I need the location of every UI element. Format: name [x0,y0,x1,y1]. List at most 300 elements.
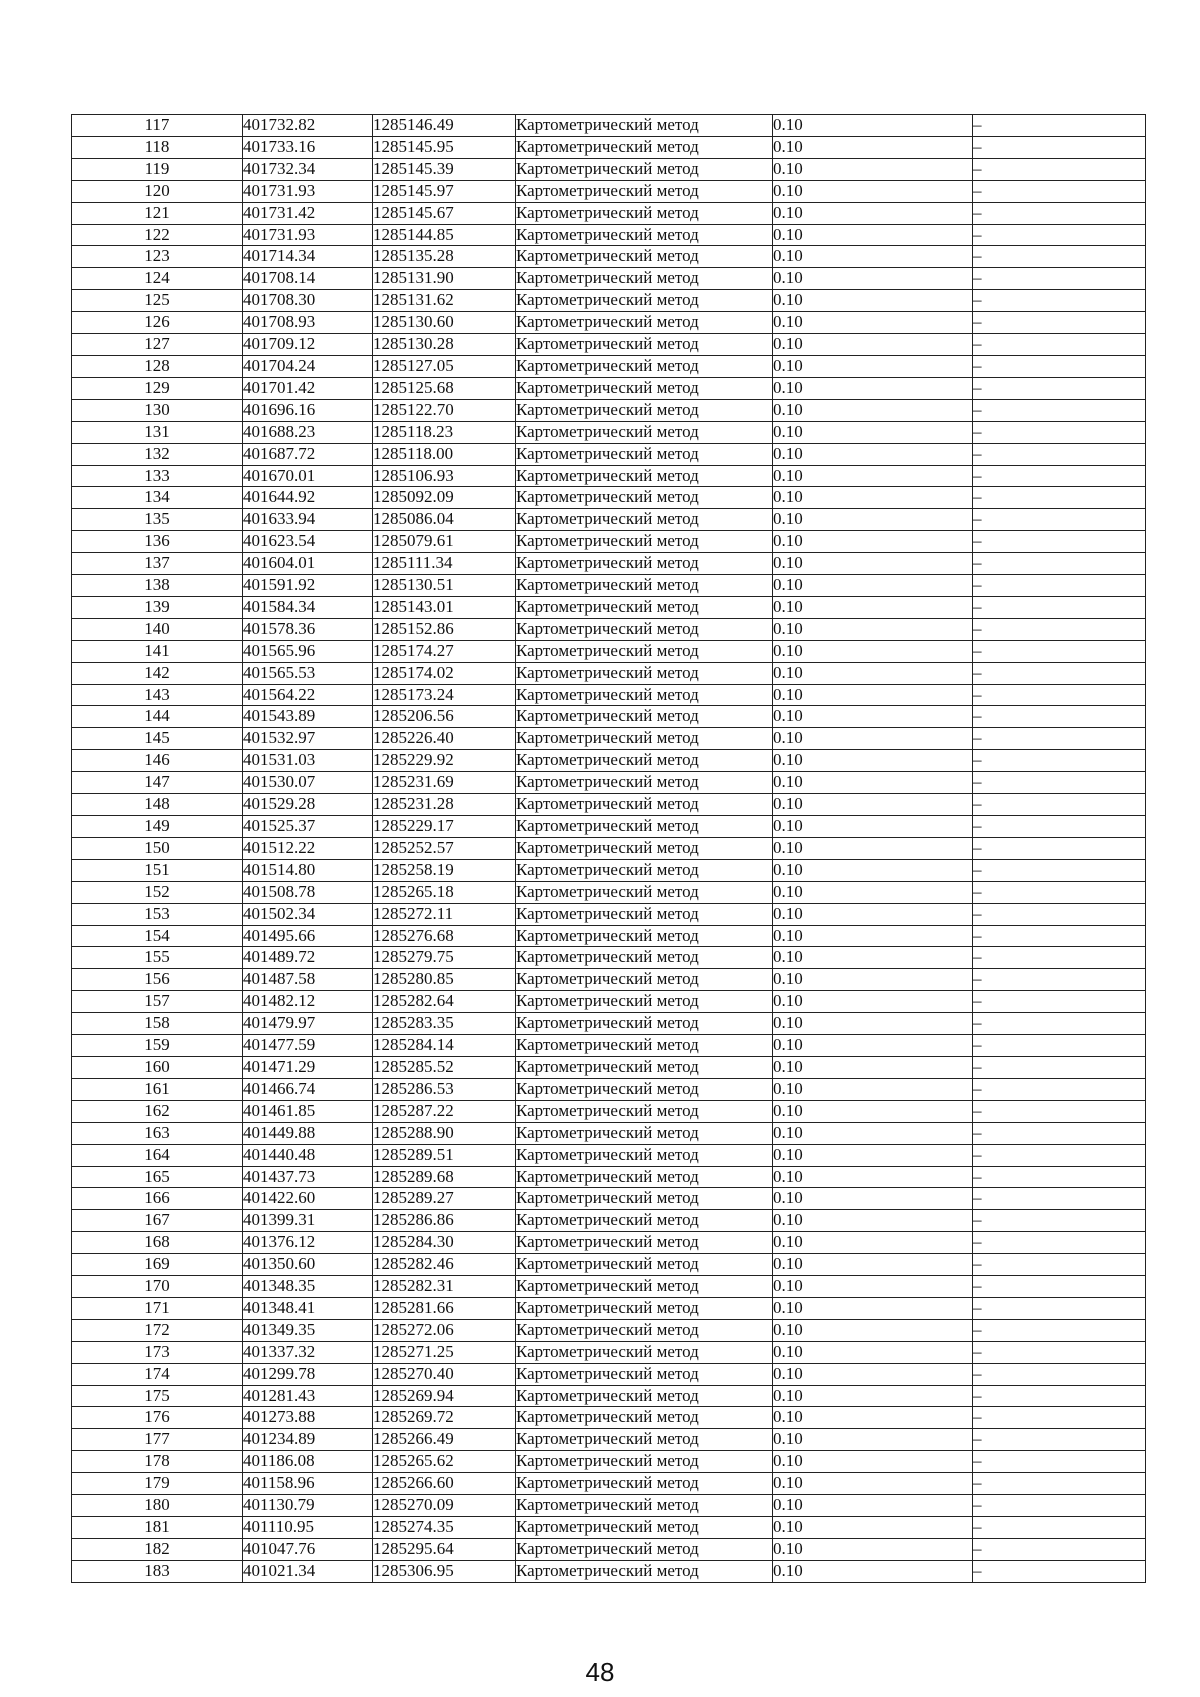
point-number-cell: 152 [72,881,243,903]
table-row [72,640,1146,662]
y-coordinate-cell: 1285118.00 [373,443,516,465]
y-coordinate-cell: 1285152.86 [373,618,516,640]
point-number-cell: 141 [72,640,243,662]
table-row [72,991,1146,1013]
y-coordinate-cell: 1285143.01 [373,596,516,618]
method-cell: Картометрический метод [516,618,773,640]
point-number-cell: 128 [72,355,243,377]
method-cell: Картометрический метод [516,1035,773,1057]
note-cell: – [973,1166,1146,1188]
table-row [72,399,1146,421]
x-coordinate-cell: 401350.60 [243,1254,373,1276]
accuracy-cell: 0.10 [773,816,973,838]
table-row [72,750,1146,772]
method-cell: Картометрический метод [516,246,773,268]
table-row [72,246,1146,268]
x-coordinate-cell: 401512.22 [243,837,373,859]
accuracy-cell: 0.10 [773,925,973,947]
note-cell: – [973,312,1146,334]
y-coordinate-cell: 1285146.49 [373,115,516,137]
note-cell: – [973,465,1146,487]
y-coordinate-cell: 1285122.70 [373,399,516,421]
point-number-cell: 124 [72,268,243,290]
table-row [72,618,1146,640]
accuracy-cell: 0.10 [773,1385,973,1407]
point-number-cell: 129 [72,377,243,399]
table-row [72,1341,1146,1363]
point-number-cell: 131 [72,421,243,443]
method-cell: Картометрический метод [516,1385,773,1407]
y-coordinate-cell: 1285279.75 [373,947,516,969]
method-cell: Картометрический метод [516,1429,773,1451]
point-number-cell: 172 [72,1319,243,1341]
y-coordinate-cell: 1285286.53 [373,1078,516,1100]
note-cell: – [973,1451,1146,1473]
note-cell: – [973,947,1146,969]
note-cell: – [973,859,1146,881]
method-cell: Картометрический метод [516,421,773,443]
y-coordinate-cell: 1285131.90 [373,268,516,290]
note-cell: – [973,1517,1146,1539]
x-coordinate-cell: 401186.08 [243,1451,373,1473]
y-coordinate-cell: 1285252.57 [373,837,516,859]
x-coordinate-cell: 401502.34 [243,903,373,925]
method-cell: Картометрический метод [516,925,773,947]
point-number-cell: 144 [72,706,243,728]
note-cell: – [973,596,1146,618]
accuracy-cell: 0.10 [773,1538,973,1560]
x-coordinate-cell: 401532.97 [243,728,373,750]
note-cell: – [973,662,1146,684]
y-coordinate-cell: 1285092.09 [373,487,516,509]
method-cell: Картометрический метод [516,1100,773,1122]
table-row [72,947,1146,969]
method-cell: Картометрический метод [516,1319,773,1341]
table-row [72,136,1146,158]
table-row [72,1035,1146,1057]
y-coordinate-cell: 1285079.61 [373,531,516,553]
point-number-cell: 169 [72,1254,243,1276]
note-cell: – [973,1341,1146,1363]
y-coordinate-cell: 1285306.95 [373,1560,516,1582]
accuracy-cell: 0.10 [773,531,973,553]
x-coordinate-cell: 401733.16 [243,136,373,158]
table-row [72,596,1146,618]
point-number-cell: 132 [72,443,243,465]
point-number-cell: 149 [72,816,243,838]
note-cell: – [973,837,1146,859]
point-number-cell: 127 [72,334,243,356]
coordinates-table-body [72,115,1146,1583]
table-row [72,1013,1146,1035]
point-number-cell: 168 [72,1232,243,1254]
method-cell: Картометрический метод [516,399,773,421]
method-cell: Картометрический метод [516,202,773,224]
accuracy-cell: 0.10 [773,421,973,443]
method-cell: Картометрический метод [516,355,773,377]
x-coordinate-cell: 401709.12 [243,334,373,356]
table-row [72,355,1146,377]
table-row [72,1495,1146,1517]
x-coordinate-cell: 401299.78 [243,1363,373,1385]
accuracy-cell: 0.10 [773,1297,973,1319]
accuracy-cell: 0.10 [773,553,973,575]
y-coordinate-cell: 1285111.34 [373,553,516,575]
table-row [72,1297,1146,1319]
table-row [72,312,1146,334]
method-cell: Картометрический метод [516,465,773,487]
x-coordinate-cell: 401477.59 [243,1035,373,1057]
accuracy-cell: 0.10 [773,794,973,816]
accuracy-cell: 0.10 [773,772,973,794]
note-cell: – [973,136,1146,158]
table-row [72,158,1146,180]
point-number-cell: 167 [72,1210,243,1232]
point-number-cell: 135 [72,509,243,531]
table-row [72,969,1146,991]
point-number-cell: 163 [72,1122,243,1144]
method-cell: Картометрический метод [516,575,773,597]
note-cell: – [973,421,1146,443]
y-coordinate-cell: 1285226.40 [373,728,516,750]
y-coordinate-cell: 1285276.68 [373,925,516,947]
x-coordinate-cell: 401688.23 [243,421,373,443]
x-coordinate-cell: 401732.82 [243,115,373,137]
x-coordinate-cell: 401471.29 [243,1056,373,1078]
note-cell: – [973,684,1146,706]
point-number-cell: 120 [72,180,243,202]
accuracy-cell: 0.10 [773,684,973,706]
table-row [72,881,1146,903]
accuracy-cell: 0.10 [773,1254,973,1276]
x-coordinate-cell: 401644.92 [243,487,373,509]
x-coordinate-cell: 401130.79 [243,1495,373,1517]
method-cell: Картометрический метод [516,312,773,334]
point-number-cell: 166 [72,1188,243,1210]
note-cell: – [973,816,1146,838]
method-cell: Картометрический метод [516,224,773,246]
note-cell: – [973,334,1146,356]
x-coordinate-cell: 401273.88 [243,1407,373,1429]
accuracy-cell: 0.10 [773,728,973,750]
accuracy-cell: 0.10 [773,1078,973,1100]
method-cell: Картометрический метод [516,1254,773,1276]
point-number-cell: 143 [72,684,243,706]
x-coordinate-cell: 401623.54 [243,531,373,553]
y-coordinate-cell: 1285174.27 [373,640,516,662]
note-cell: – [973,991,1146,1013]
point-number-cell: 179 [72,1473,243,1495]
x-coordinate-cell: 401234.89 [243,1429,373,1451]
point-number-cell: 165 [72,1166,243,1188]
y-coordinate-cell: 1285289.51 [373,1144,516,1166]
x-coordinate-cell: 401337.32 [243,1341,373,1363]
y-coordinate-cell: 1285287.22 [373,1100,516,1122]
method-cell: Картометрический метод [516,1078,773,1100]
table-row [72,1100,1146,1122]
method-cell: Картометрический метод [516,903,773,925]
x-coordinate-cell: 401508.78 [243,881,373,903]
point-number-cell: 122 [72,224,243,246]
method-cell: Картометрический метод [516,1166,773,1188]
accuracy-cell: 0.10 [773,115,973,137]
note-cell: – [973,246,1146,268]
note-cell: – [973,202,1146,224]
accuracy-cell: 0.10 [773,991,973,1013]
table-row [72,1144,1146,1166]
table-row [72,421,1146,443]
x-coordinate-cell: 401696.16 [243,399,373,421]
note-cell: – [973,1429,1146,1451]
table-row [72,1254,1146,1276]
x-coordinate-cell: 401440.48 [243,1144,373,1166]
table-row [72,859,1146,881]
accuracy-cell: 0.10 [773,750,973,772]
method-cell: Картометрический метод [516,596,773,618]
accuracy-cell: 0.10 [773,312,973,334]
method-cell: Картометрический метод [516,1144,773,1166]
note-cell: – [973,772,1146,794]
note-cell: – [973,618,1146,640]
note-cell: – [973,158,1146,180]
note-cell: – [973,115,1146,137]
accuracy-cell: 0.10 [773,465,973,487]
x-coordinate-cell: 401670.01 [243,465,373,487]
method-cell: Картометрический метод [516,859,773,881]
method-cell: Картометрический метод [516,443,773,465]
accuracy-cell: 0.10 [773,1363,973,1385]
y-coordinate-cell: 1285266.60 [373,1473,516,1495]
table-row [72,1407,1146,1429]
method-cell: Картометрический метод [516,1341,773,1363]
note-cell: – [973,1013,1146,1035]
method-cell: Картометрический метод [516,1297,773,1319]
note-cell: – [973,377,1146,399]
x-coordinate-cell: 401565.96 [243,640,373,662]
point-number-cell: 154 [72,925,243,947]
accuracy-cell: 0.10 [773,1276,973,1298]
point-number-cell: 156 [72,969,243,991]
x-coordinate-cell: 401348.35 [243,1276,373,1298]
method-cell: Картометрический метод [516,136,773,158]
y-coordinate-cell: 1285130.28 [373,334,516,356]
note-cell: – [973,1144,1146,1166]
x-coordinate-cell: 401437.73 [243,1166,373,1188]
x-coordinate-cell: 401348.41 [243,1297,373,1319]
table-row [72,575,1146,597]
method-cell: Картометрический метод [516,772,773,794]
note-cell: – [973,1538,1146,1560]
method-cell: Картометрический метод [516,1538,773,1560]
table-row [72,903,1146,925]
point-number-cell: 125 [72,290,243,312]
method-cell: Картометрический метод [516,837,773,859]
table-row [72,202,1146,224]
method-cell: Картометрический метод [516,728,773,750]
table-row [72,794,1146,816]
y-coordinate-cell: 1285145.97 [373,180,516,202]
table-row [72,1538,1146,1560]
method-cell: Картометрический метод [516,794,773,816]
accuracy-cell: 0.10 [773,202,973,224]
x-coordinate-cell: 401466.74 [243,1078,373,1100]
y-coordinate-cell: 1285229.92 [373,750,516,772]
y-coordinate-cell: 1285272.11 [373,903,516,925]
y-coordinate-cell: 1285130.60 [373,312,516,334]
accuracy-cell: 0.10 [773,575,973,597]
x-coordinate-cell: 401489.72 [243,947,373,969]
table-row [72,1232,1146,1254]
accuracy-cell: 0.10 [773,399,973,421]
y-coordinate-cell: 1285282.64 [373,991,516,1013]
table-row [72,224,1146,246]
method-cell: Картометрический метод [516,947,773,969]
x-coordinate-cell: 401633.94 [243,509,373,531]
method-cell: Картометрический метод [516,991,773,1013]
accuracy-cell: 0.10 [773,1341,973,1363]
point-number-cell: 148 [72,794,243,816]
table-row [72,1078,1146,1100]
table-row [72,1517,1146,1539]
x-coordinate-cell: 401591.92 [243,575,373,597]
note-cell: – [973,1407,1146,1429]
method-cell: Картометрический метод [516,180,773,202]
y-coordinate-cell: 1285131.62 [373,290,516,312]
x-coordinate-cell: 401514.80 [243,859,373,881]
x-coordinate-cell: 401495.66 [243,925,373,947]
note-cell: – [973,1363,1146,1385]
y-coordinate-cell: 1285118.23 [373,421,516,443]
accuracy-cell: 0.10 [773,1166,973,1188]
point-number-cell: 142 [72,662,243,684]
method-cell: Картометрический метод [516,816,773,838]
table-row [72,1385,1146,1407]
note-cell: – [973,399,1146,421]
point-number-cell: 171 [72,1297,243,1319]
x-coordinate-cell: 401731.93 [243,180,373,202]
point-number-cell: 162 [72,1100,243,1122]
y-coordinate-cell: 1285229.17 [373,816,516,838]
accuracy-cell: 0.10 [773,290,973,312]
table-row [72,1451,1146,1473]
method-cell: Картометрический метод [516,640,773,662]
accuracy-cell: 0.10 [773,1232,973,1254]
y-coordinate-cell: 1285271.25 [373,1341,516,1363]
table-row [72,1210,1146,1232]
table-row [72,1319,1146,1341]
accuracy-cell: 0.10 [773,1188,973,1210]
table-row [72,925,1146,947]
method-cell: Картометрический метод [516,1122,773,1144]
x-coordinate-cell: 401708.93 [243,312,373,334]
method-cell: Картометрический метод [516,1407,773,1429]
x-coordinate-cell: 401461.85 [243,1100,373,1122]
point-number-cell: 180 [72,1495,243,1517]
accuracy-cell: 0.10 [773,640,973,662]
y-coordinate-cell: 1285145.67 [373,202,516,224]
point-number-cell: 157 [72,991,243,1013]
note-cell: – [973,925,1146,947]
point-number-cell: 136 [72,531,243,553]
point-number-cell: 158 [72,1013,243,1035]
y-coordinate-cell: 1285206.56 [373,706,516,728]
method-cell: Картометрический метод [516,706,773,728]
table-row [72,1166,1146,1188]
x-coordinate-cell: 401731.93 [243,224,373,246]
note-cell: – [973,1560,1146,1582]
accuracy-cell: 0.10 [773,224,973,246]
note-cell: – [973,1385,1146,1407]
point-number-cell: 161 [72,1078,243,1100]
point-number-cell: 182 [72,1538,243,1560]
accuracy-cell: 0.10 [773,1495,973,1517]
y-coordinate-cell: 1285289.27 [373,1188,516,1210]
y-coordinate-cell: 1285282.31 [373,1276,516,1298]
accuracy-cell: 0.10 [773,1473,973,1495]
table-row [72,816,1146,838]
x-coordinate-cell: 401578.36 [243,618,373,640]
point-number-cell: 160 [72,1056,243,1078]
note-cell: – [973,575,1146,597]
x-coordinate-cell: 401110.95 [243,1517,373,1539]
x-coordinate-cell: 401687.72 [243,443,373,465]
x-coordinate-cell: 401529.28 [243,794,373,816]
x-coordinate-cell: 401422.60 [243,1188,373,1210]
table-row [72,1473,1146,1495]
table-row [72,1276,1146,1298]
accuracy-cell: 0.10 [773,1100,973,1122]
note-cell: – [973,180,1146,202]
y-coordinate-cell: 1285284.14 [373,1035,516,1057]
point-number-cell: 138 [72,575,243,597]
x-coordinate-cell: 401701.42 [243,377,373,399]
method-cell: Картометрический метод [516,1013,773,1035]
note-cell: – [973,487,1146,509]
y-coordinate-cell: 1285127.05 [373,355,516,377]
y-coordinate-cell: 1285231.28 [373,794,516,816]
accuracy-cell: 0.10 [773,881,973,903]
table-row [72,487,1146,509]
note-cell: – [973,1056,1146,1078]
note-cell: – [973,881,1146,903]
accuracy-cell: 0.10 [773,1144,973,1166]
method-cell: Картометрический метод [516,1363,773,1385]
note-cell: – [973,1078,1146,1100]
note-cell: – [973,224,1146,246]
note-cell: – [973,969,1146,991]
x-coordinate-cell: 401704.24 [243,355,373,377]
point-number-cell: 117 [72,115,243,137]
x-coordinate-cell: 401349.35 [243,1319,373,1341]
note-cell: – [973,1035,1146,1057]
point-number-cell: 153 [72,903,243,925]
x-coordinate-cell: 401714.34 [243,246,373,268]
note-cell: – [973,290,1146,312]
table-row [72,553,1146,575]
note-cell: – [973,728,1146,750]
y-coordinate-cell: 1285286.86 [373,1210,516,1232]
method-cell: Картометрический метод [516,268,773,290]
accuracy-cell: 0.10 [773,246,973,268]
note-cell: – [973,706,1146,728]
y-coordinate-cell: 1285282.46 [373,1254,516,1276]
note-cell: – [973,509,1146,531]
y-coordinate-cell: 1285174.02 [373,662,516,684]
note-cell: – [973,531,1146,553]
point-number-cell: 134 [72,487,243,509]
x-coordinate-cell: 401732.34 [243,158,373,180]
point-number-cell: 155 [72,947,243,969]
